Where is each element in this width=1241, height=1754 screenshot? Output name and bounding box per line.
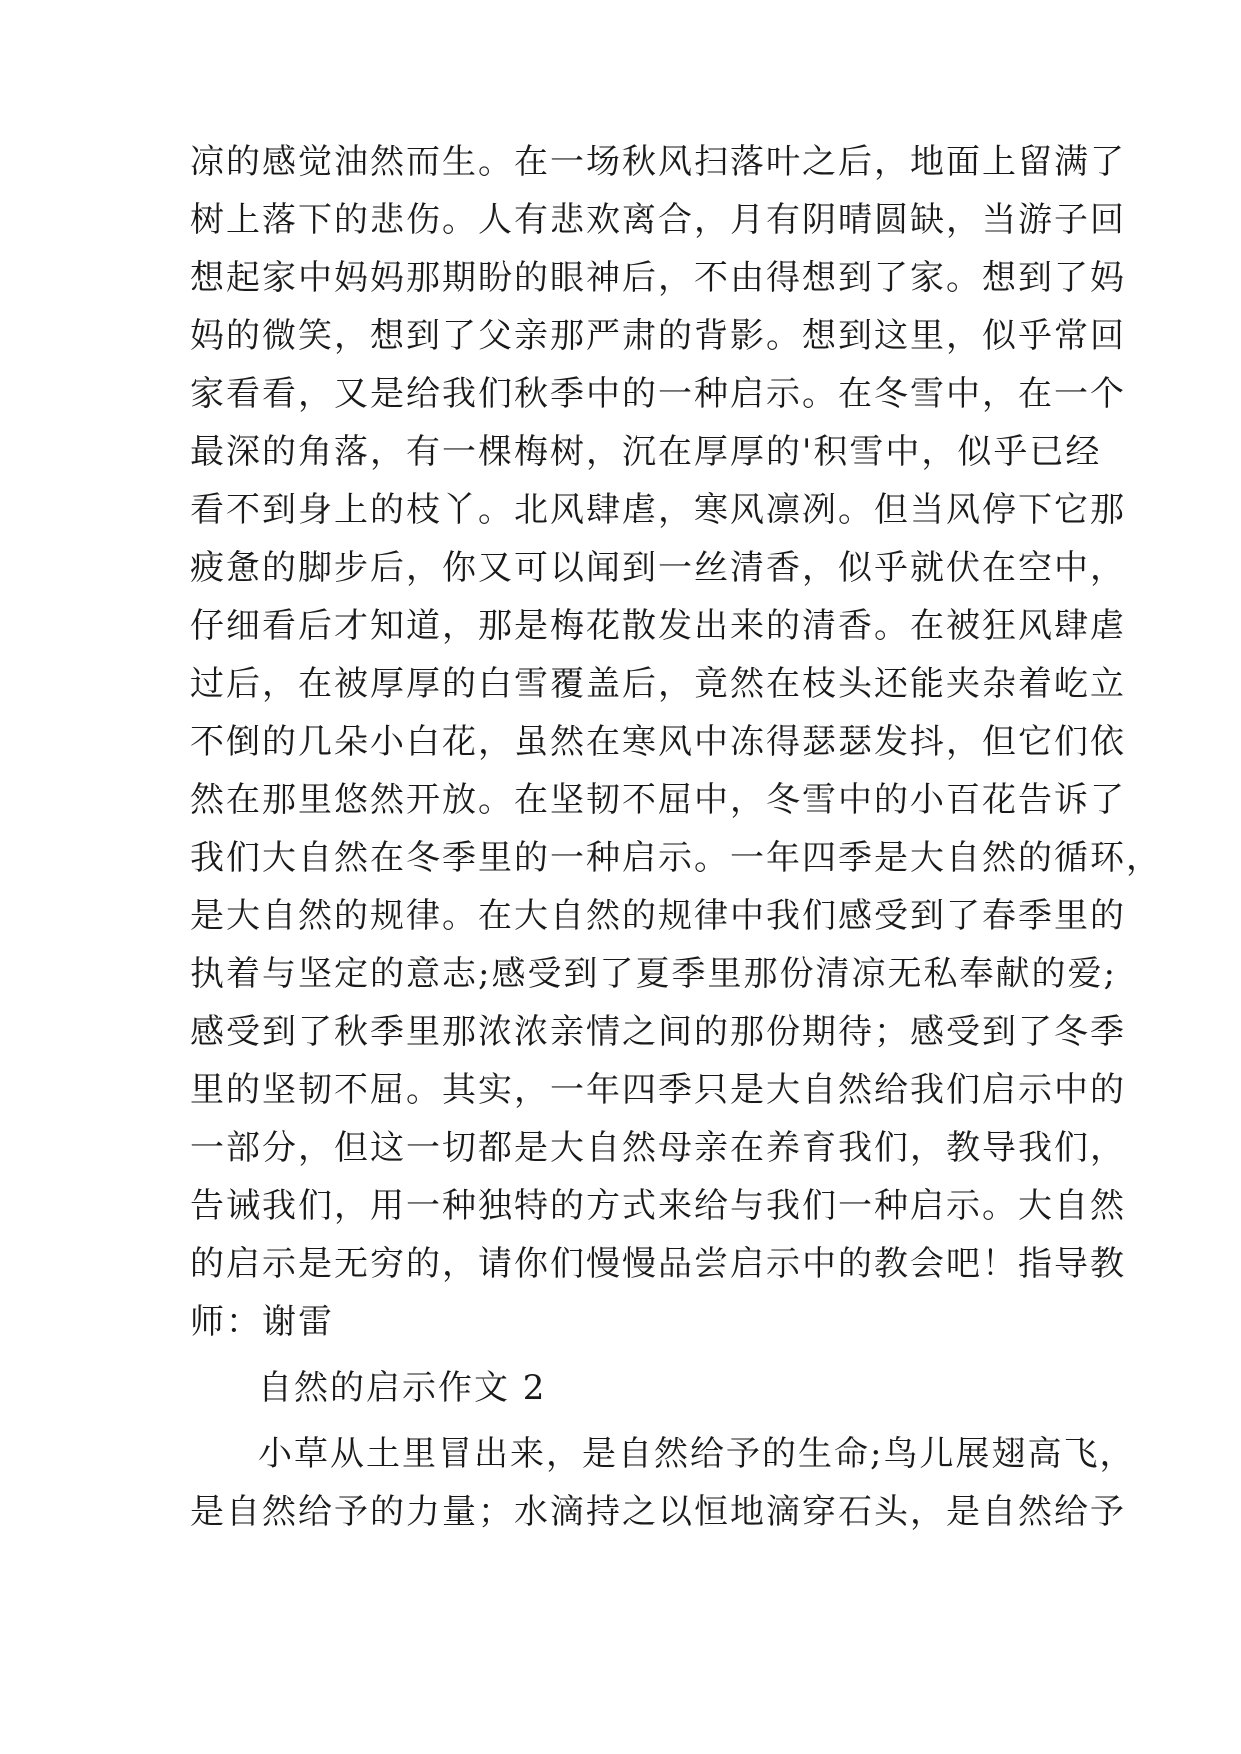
text-line-10: 过后，在被厚厚的白雪覆盖后，竟然在枝头还能夹杂着屹立 — [190, 664, 1126, 704]
text-line-20: 的启示是无穷的，请你们慢慢品尝启示中的教会吧！指导教 — [190, 1244, 1126, 1284]
text-line-4: 妈的微笑，想到了父亲那严肃的背影。想到这里，似乎常回 — [190, 316, 1126, 356]
text-line-23: 是自然给予的力量；水滴持之以恒地滴穿石头，是自然给予 — [190, 1492, 1126, 1532]
text-line-12: 然在那里悠然开放。在坚韧不屈中，冬雪中的小百花告诉了 — [190, 780, 1126, 820]
text-line-2: 树上落下的悲伤。人有悲欢离合，月有阴晴圆缺，当游子回 — [190, 200, 1126, 240]
text-line-6: 最深的角落，有一棵梅树，沉在厚厚的'积雪中，似乎已经 — [190, 432, 1102, 472]
text-line-21: 师：谢雷 — [190, 1302, 334, 1342]
text-line-3: 想起家中妈妈那期盼的眼神后，不由得想到了家。想到了妈 — [190, 258, 1126, 298]
text-line-5: 家看看，又是给我们秋季中的一种启示。在冬雪中，在一个 — [190, 374, 1126, 414]
text-line-11: 不倒的几朵小白花，虽然在寒风中冻得瑟瑟发抖，但它们依 — [190, 722, 1126, 762]
text-line-8: 疲惫的脚步后，你又可以闻到一丝清香，似乎就伏在空中， — [190, 548, 1126, 588]
text-line-14: 是大自然的规律。在大自然的规律中我们感受到了春季里的 — [190, 896, 1126, 936]
text-line-15: 执着与坚定的意志;感受到了夏季里那份清凉无私奉献的爱; — [190, 954, 1117, 994]
text-line-22: 小草从土里冒出来，是自然给予的生命;鸟儿展翅高飞， — [258, 1434, 1136, 1474]
section-heading: 自然的启示作文 2 — [258, 1368, 547, 1408]
text-line-18: 一部分，但这一切都是大自然母亲在养育我们，教导我们， — [190, 1128, 1126, 1168]
text-line-1: 凉的感觉油然而生。在一场秋风扫落叶之后，地面上留满了 — [190, 142, 1126, 182]
text-line-17: 里的坚韧不屈。其实，一年四季只是大自然给我们启示中的 — [190, 1070, 1126, 1110]
text-line-13: 我们大自然在冬季里的一种启示。一年四季是大自然的循环， — [190, 838, 1162, 878]
text-line-19: 告诫我们，用一种独特的方式来给与我们一种启示。大自然 — [190, 1186, 1126, 1226]
text-line-16: 感受到了秋季里那浓浓亲情之间的那份期待；感受到了冬季 — [190, 1012, 1126, 1052]
text-line-9: 仔细看后才知道，那是梅花散发出来的清香。在被狂风肆虐 — [190, 606, 1126, 646]
text-line-7: 看不到身上的枝丫。北风肆虐，寒风凛冽。但当风停下它那 — [190, 490, 1126, 530]
